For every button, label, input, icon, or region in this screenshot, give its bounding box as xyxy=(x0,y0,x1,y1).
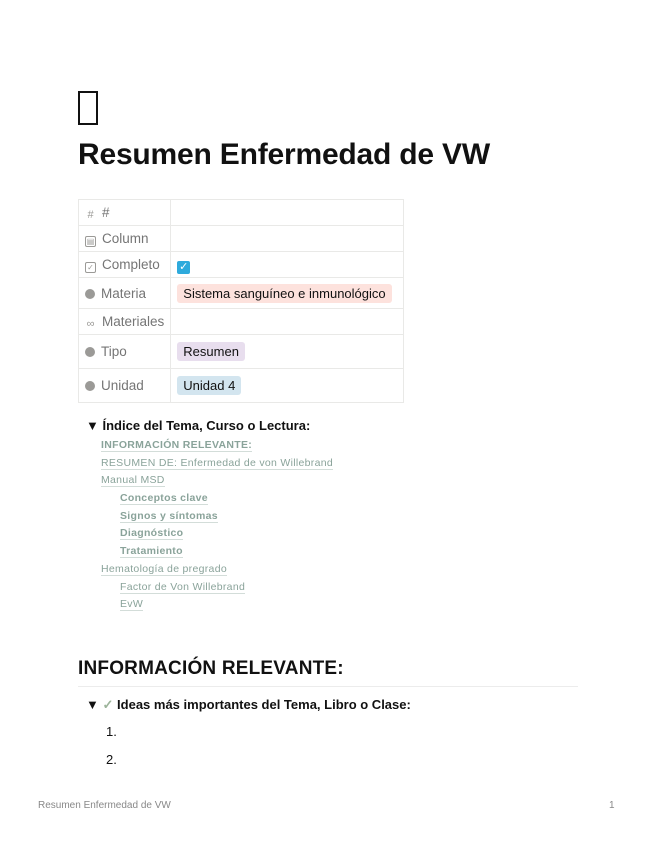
toc-link[interactable]: Tratamiento xyxy=(120,545,183,558)
toc-link[interactable]: Signos y síntomas xyxy=(120,509,218,522)
toggle-arrow-icon[interactable]: ▼ xyxy=(86,418,99,433)
tipo-tag[interactable]: Resumen xyxy=(177,342,245,361)
toc-link[interactable]: Diagnóstico xyxy=(120,527,184,540)
completo-checkbox[interactable]: ✓ xyxy=(179,260,189,273)
toc-link[interactable]: INFORMACIÓN RELEVANTE: xyxy=(101,439,253,451)
toc-toggle-label: Índice del Tema, Curso o Lectura: xyxy=(102,418,311,433)
property-row-materiales xyxy=(79,309,404,335)
property-row-tipo xyxy=(79,335,404,369)
calendar-icon: ▤ xyxy=(86,236,95,246)
property-name: Completo xyxy=(102,256,160,272)
property-row-completo xyxy=(79,252,404,278)
toc-link[interactable]: Manual MSD xyxy=(101,474,165,487)
property-value-empty[interactable] xyxy=(171,200,404,226)
checkbox-icon: ✓ xyxy=(85,262,96,273)
section-divider xyxy=(78,686,578,687)
list-item: 1. xyxy=(106,724,117,739)
property-value-empty[interactable] xyxy=(171,226,404,252)
ideas-toggle-label: Ideas más importantes del Tema, Libro o Clase: xyxy=(117,697,411,712)
list-item: 2. xyxy=(106,752,117,767)
page-icon-placeholder xyxy=(78,91,98,125)
property-name: # xyxy=(102,204,110,220)
property-value-empty[interactable] xyxy=(171,309,404,335)
property-name: Column xyxy=(102,230,149,246)
hash-icon: # xyxy=(87,208,94,221)
toc-link[interactable]: Factor de Von Willebrand xyxy=(120,580,246,593)
toc-link[interactable]: RESUMEN DE: Enfermedad de von Willebrand xyxy=(101,456,334,469)
toc-toggle[interactable] xyxy=(86,418,310,433)
select-icon xyxy=(85,289,95,299)
footer-doc-title: Resumen Enfermedad de VW xyxy=(38,800,171,811)
ideas-toggle[interactable] xyxy=(86,697,411,713)
materia-tag[interactable]: Sistema sanguíneo e inmunológico xyxy=(177,284,391,303)
link-icon: ∞ xyxy=(86,317,95,330)
property-row-unidad xyxy=(79,369,404,403)
toc-link[interactable]: EvW xyxy=(120,598,144,611)
property-row-number xyxy=(79,200,404,226)
table-of-contents xyxy=(101,437,333,614)
property-row-column xyxy=(79,226,404,252)
property-name: Tipo xyxy=(101,344,127,359)
property-name: Materia xyxy=(101,285,147,301)
toc-link[interactable]: Hematología de pregrado xyxy=(101,562,227,575)
toggle-arrow-icon[interactable]: ▼ xyxy=(86,697,99,712)
footer-page-number: 1 xyxy=(609,800,615,811)
section-heading: INFORMACIÓN RELEVANTE: xyxy=(78,658,344,679)
unidad-tag[interactable]: Unidad 4 xyxy=(177,376,241,395)
page-title: Resumen Enfermedad de VW xyxy=(78,138,490,171)
select-icon xyxy=(85,381,95,391)
toc-link[interactable]: Conceptos clave xyxy=(120,492,208,505)
select-icon xyxy=(85,347,95,357)
property-name: Materiales xyxy=(102,313,165,329)
property-name: Unidad xyxy=(101,378,144,393)
properties-table xyxy=(78,199,404,403)
property-row-materia xyxy=(79,278,404,309)
checkmark-icon: ✓ xyxy=(102,697,114,712)
